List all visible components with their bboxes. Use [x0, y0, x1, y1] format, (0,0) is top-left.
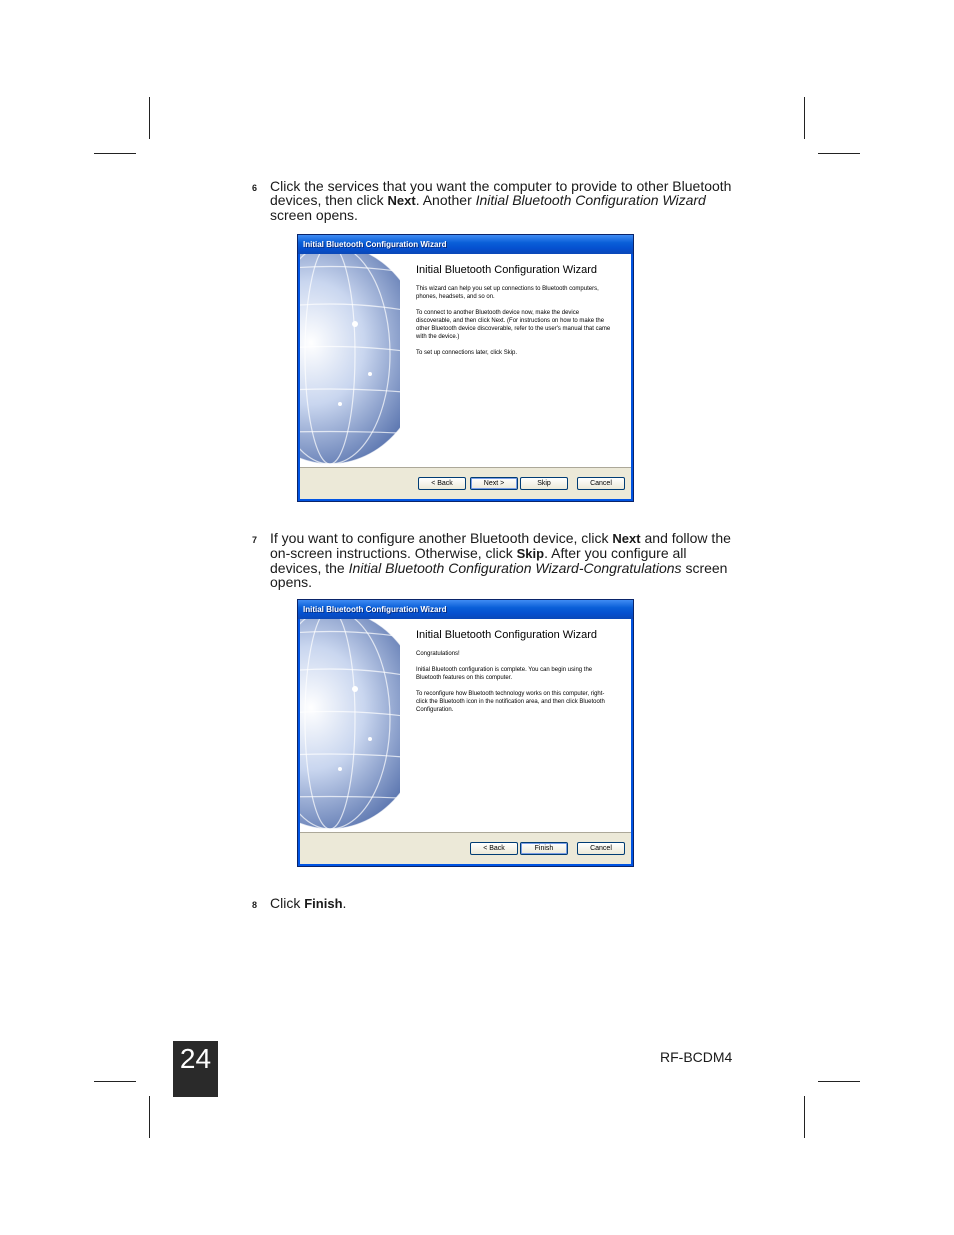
crop-mark — [804, 1096, 805, 1138]
button-bar — [300, 832, 631, 864]
crop-mark — [94, 1081, 136, 1082]
step-number: 6 — [252, 183, 258, 193]
step-number: 7 — [252, 535, 258, 545]
button-bar — [300, 467, 631, 499]
wizard-window-congratulations — [297, 599, 634, 867]
page-number: 24 — [173, 1041, 218, 1097]
window-title: Initial Bluetooth Configuration Wizard — [298, 600, 633, 619]
wizard-heading: Initial Bluetooth Configuration Wizard — [416, 264, 597, 276]
model-number: RF-BCDM4 — [660, 1049, 733, 1065]
wizard-window-welcome — [297, 234, 634, 502]
step-text: If you want to configure another Bluetooth device, click Next and follow the on-screen instructions. Otherwise, click Skip. After you configure all devices, the Initial Bluetooth Configuration Wizard-Congratulations screen opens. — [270, 530, 731, 590]
wizard-content — [416, 264, 616, 365]
wizard-content — [416, 629, 616, 722]
wizard-paragraph: To connect to another Bluetooth device now, make the device discoverable, and then click Next. (For instructions on how to make the other Bluetooth device discoverable, refer to the user's manual that came with the device.) — [416, 310, 611, 340]
step-text: Click the services that you want the computer to provide to other Bluetooth devices, then click Next. Another Initial Bluetooth Configuration Wizard screen opens. — [270, 178, 732, 223]
globe-image — [300, 254, 400, 468]
wizard-paragraph: Congratulations! — [416, 651, 460, 657]
back-button[interactable]: < Back — [470, 842, 518, 855]
back-button[interactable]: < Back — [418, 477, 466, 490]
crop-mark — [804, 97, 805, 139]
wizard-paragraph: To set up connections later, click Skip. — [416, 350, 518, 356]
wizard-client — [300, 619, 631, 864]
crop-mark — [149, 1096, 150, 1138]
skip-button[interactable]: Skip — [520, 477, 568, 490]
crop-mark — [818, 1081, 860, 1082]
crop-mark — [94, 153, 136, 154]
finish-button[interactable]: Finish — [520, 842, 568, 855]
wizard-paragraph: To reconfigure how Bluetooth technology works on this computer, right-click the Bluetooth icon in the notification area, and then click Bluetooth Configuration. — [416, 691, 605, 713]
globe-image — [300, 619, 400, 833]
crop-mark — [149, 97, 150, 139]
next-button[interactable]: Next > — [470, 477, 518, 490]
step-number: 8 — [252, 900, 258, 910]
cancel-button[interactable]: Cancel — [577, 842, 625, 855]
wizard-heading: Initial Bluetooth Configuration Wizard — [416, 629, 597, 641]
step-text: Click Finish. — [270, 895, 347, 911]
wizard-client — [300, 254, 631, 499]
wizard-paragraph: Initial Bluetooth configuration is complete. You can begin using the Bluetooth features on this computer. — [416, 667, 593, 681]
window-title: Initial Bluetooth Configuration Wizard — [298, 235, 633, 254]
crop-mark — [818, 153, 860, 154]
cancel-button[interactable]: Cancel — [577, 477, 625, 490]
wizard-paragraph: This wizard can help you set up connections to Bluetooth computers, phones, headsets, and so on. — [416, 286, 599, 300]
